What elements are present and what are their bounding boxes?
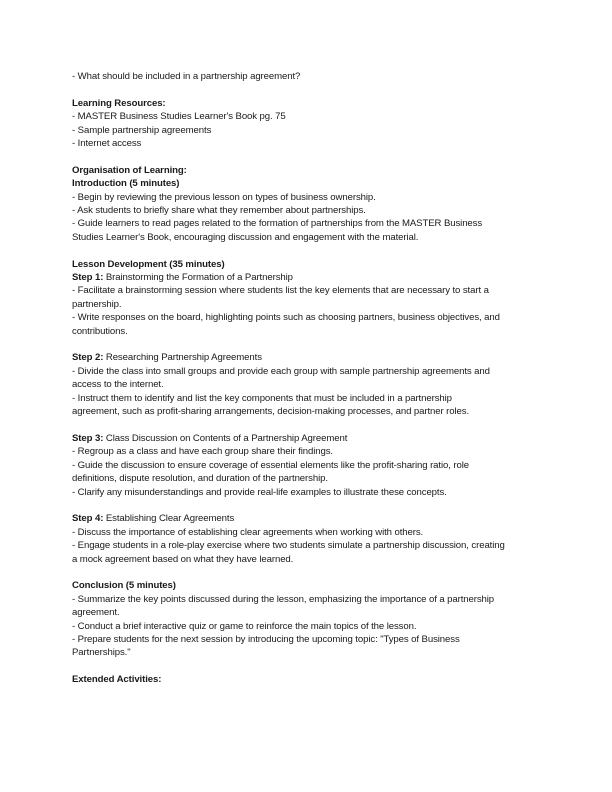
section-heading: Learning Resources:: [72, 97, 166, 109]
text-line: definitions, dispute resolution, and duration of the partnership.: [72, 473, 328, 485]
step-title: [72, 512, 542, 525]
text-line: - Instruct them to identify and list the key components that must be included in a partnership: [72, 392, 452, 404]
conclusion-section: [72, 579, 542, 659]
step-4: [72, 512, 542, 566]
step-name: Class Discussion on Contents of a Partnership Agreement: [103, 432, 348, 444]
text-line: - Begin by reviewing the previous lesson on types of business ownership.: [72, 191, 376, 203]
text-line: agreement, such as profit-sharing arrangements, decision-making processes, and partner roles.: [72, 406, 470, 418]
subsection-heading: Introduction (5 minutes): [72, 178, 180, 190]
step-2: [72, 351, 542, 418]
text-line: - Prepare students for the next session by introducing the upcoming topic: "Types of Business: [72, 633, 460, 645]
text-line: contributions.: [72, 325, 128, 337]
step-title: [72, 432, 542, 445]
text-line: - Discuss the importance of establishing clear agreements when working with others.: [72, 526, 424, 538]
step-3: [72, 432, 542, 499]
spacer: [72, 338, 542, 351]
step-title: [72, 271, 542, 284]
intro-question: - What should be included in a partnership agreement?: [72, 71, 301, 82]
spacer: [72, 83, 542, 96]
list-item: - Internet access: [72, 138, 142, 150]
document-page: [72, 70, 542, 687]
step-label: Step 2:: [72, 352, 104, 364]
text-line: - Divide the class into small groups and provide each group with sample partnership agreements and: [72, 365, 490, 377]
step-name: Establishing Clear Agreements: [103, 513, 235, 525]
text-line: - Engage students in a role-play exercise where two students simulate a partnership discussion, creating: [72, 540, 505, 552]
text-line: - Guide learners to read pages related to the formation of partnerships from the MASTER Business: [72, 218, 483, 230]
text-line: Studies Learner's Book, encouraging discussion and engagement with the material.: [72, 231, 419, 243]
list-item: - Sample partnership agreements: [72, 124, 212, 136]
spacer: [72, 660, 542, 673]
step-title: [72, 351, 542, 364]
section-heading: Conclusion (5 minutes): [72, 580, 176, 592]
section-heading: Organisation of Learning:: [72, 164, 187, 176]
extended-activities-heading: Extended Activities:: [72, 674, 162, 686]
spacer: [72, 419, 542, 432]
step-label: Step 3:: [72, 432, 104, 444]
spacer: [72, 566, 542, 579]
step-label: Step 1:: [72, 272, 104, 284]
step-1: [72, 271, 542, 338]
text-line: agreement.: [72, 607, 120, 619]
organisation-section: [72, 164, 542, 244]
lesson-development-section: [72, 258, 542, 566]
text-line: partnership.: [72, 298, 122, 310]
section-heading: Lesson Development (35 minutes): [72, 258, 225, 270]
step-name: Researching Partnership Agreements: [103, 352, 262, 364]
text-line: access to the internet.: [72, 379, 164, 391]
step-label: Step 4:: [72, 513, 104, 525]
text-line: - Ask students to briefly share what they remember about partnerships.: [72, 205, 366, 217]
text-line: - Guide the discussion to ensure coverage of essential elements like the profit-sharing ratio, role: [72, 459, 469, 471]
spacer: [72, 150, 542, 163]
text-line: - Facilitate a brainstorming session where students list the key elements that are necessary to start a: [72, 285, 489, 297]
spacer: [72, 244, 542, 257]
learning-resources-section: [72, 97, 542, 151]
step-name: Brainstorming the Formation of a Partnership: [103, 272, 293, 284]
text-line: - Conduct a brief interactive quiz or game to reinforce the main topics of the lesson.: [72, 620, 417, 632]
text-line: - Clarify any misunderstandings and provide real-life examples to illustrate these concepts.: [72, 486, 447, 498]
list-item: - MASTER Business Studies Learner's Book pg. 75: [72, 111, 286, 123]
text-line: - Regroup as a class and have each group share their findings.: [72, 446, 333, 458]
spacer: [72, 499, 542, 512]
text-line: Partnerships.": [72, 647, 131, 659]
text-line: - Summarize the key points discussed during the lesson, emphasizing the importance of a partnership: [72, 593, 495, 605]
text-line: - Write responses on the board, highlighting points such as choosing partners, business objectives, and: [72, 312, 500, 324]
text-line: a mock agreement based on what they have learned.: [72, 553, 294, 565]
